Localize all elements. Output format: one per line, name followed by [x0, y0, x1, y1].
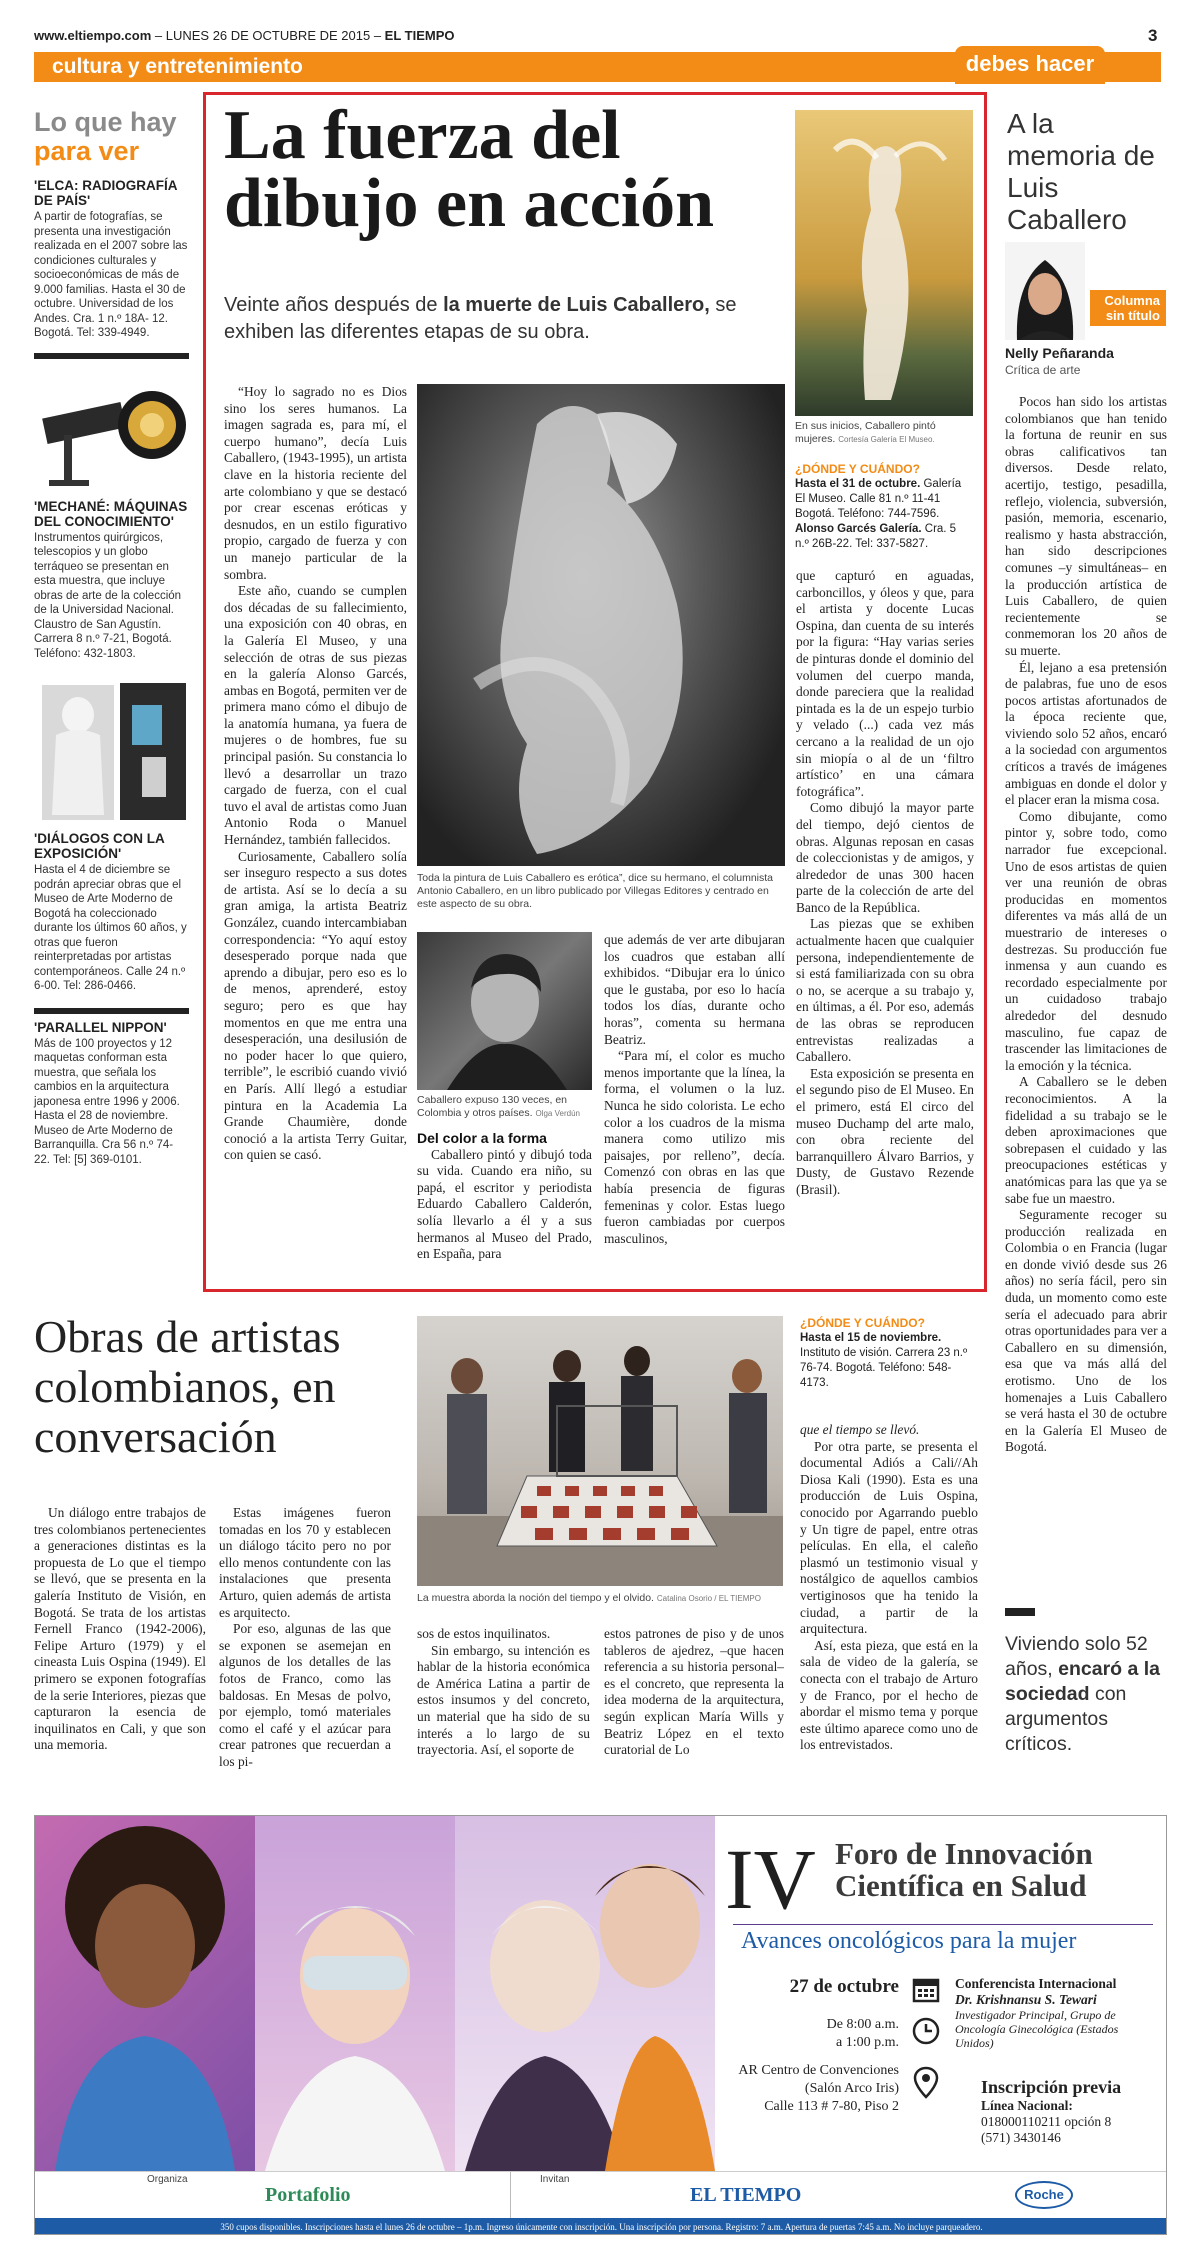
clock-icon — [911, 2016, 941, 2046]
portrait-photo — [417, 932, 592, 1090]
ad-photo-women-2 — [455, 1816, 715, 2171]
section-title: cultura y entretenimiento — [52, 55, 303, 78]
ad-footer: 350 cupos disponibles. Inscripciones hasta el lunes 26 de octubre – 1p.m. Ingreso únicamente con inscripción. Una inscripción por persona. Registro: 7 a.m. Apertura de puertas 7:45 a.m. No incluye parqueadero. — [35, 2218, 1167, 2235]
ad-banner[interactable] — [34, 1815, 1167, 2235]
ad-speaker — [955, 1976, 1155, 2050]
pullquote-bar — [1005, 1608, 1035, 1616]
drawing-caption: Toda la pintura de Luis Caballero es erótica”, dice su hermano, el columnista Antonio Caballero, en un libro publicado por Villegas Editores y centrado en este aspecto de su obra. — [417, 872, 774, 910]
sculpture-image — [34, 675, 189, 825]
pullquote-text: Viviendo solo 52 años, — [1005, 1633, 1148, 1680]
paragraph: Como dibujó la mayor parte del tiempo, dejó cientos de obras. Algunas reposan en casas de coleccionistas y de amigos, y alrededor de unas 300 hacen parte de la colección de arte del Banco de la República. — [796, 800, 974, 915]
ad-time-end: a 1:00 p.m. — [836, 2035, 899, 2050]
ad-speaker-role: Investigador Principal, Grupo de Oncología Ginecológica (Estados Unidos) — [955, 2008, 1119, 2050]
sidebar-item-text: Más de 100 proyectos y 12 maquetas conforman esta muestra, que señala los cambios en la arquitectura japonesa entre 1996 y 2006. Hasta el 28 de noviembre. Museo de Arte Moderno de Barranquilla. Cra 56 n.º 74-22. Tel: [5] 369-0101. — [34, 1037, 180, 1166]
info-1-bold: Hasta el 31 de octubre. — [795, 478, 921, 490]
ad-time-start: De 8:00 a.m. — [826, 2017, 899, 2032]
paragraph: que además de ver arte dibujaran los cuadros que estaban allí exhibidos. “Dibujar era lo único que le gustaba, por eso lo hacía todos los días, durante ocho horas”, comenta su hermana Beatriz. — [604, 932, 785, 1047]
column-badge: Columna sin título — [1090, 290, 1166, 326]
paragraph: Estas imágenes fueron tomadas en los 70 y establecen un diálogo tácito pero no por ello menos contundente con las instalaciones que presenta Arturo, quien además de artista es arquitecto. — [219, 1505, 391, 1620]
ad-title-line-1: Foro de Innovación — [835, 1836, 1093, 1871]
second-column-4 — [604, 1626, 784, 1806]
ad-sponsors — [35, 2171, 1167, 2218]
second-headline: Obras de artistas colombianos, en conversación — [34, 1311, 341, 1462]
telescope-image — [34, 365, 189, 493]
ad-organiza-label: Organiza — [147, 2174, 188, 2185]
logo-roche[interactable]: Roche — [1015, 2181, 1073, 2209]
page-number: 3 — [1148, 26, 1158, 45]
sidebar-item — [34, 831, 189, 994]
deck-bold: la muerte de Luis Caballero, — [443, 294, 710, 316]
issue-date: LUNES 26 DE OCTUBRE DE 2015 — [165, 28, 371, 43]
painting-caption-text: En sus inicios, Caballero pintó mujeres. — [795, 420, 936, 445]
paragraph: que el tiempo se llevó. — [800, 1422, 920, 1437]
sidebar-item — [34, 499, 189, 662]
tab-debes-hacer[interactable]: debes hacer — [955, 46, 1105, 84]
sidebar-item-title: 'MECHANÉ: MÁQUINAS DEL CONOCIMIENTO' — [34, 498, 188, 529]
ad-title-line-2: Científica en Salud — [835, 1868, 1087, 1903]
paragraph: que capturó en aguadas, carboncillos, y óleos y que, para el artista y docente Lucas Ospina, dan cuenta de su interés por la figura: “Hay varias series de pinturas donde el dominio del volumen del cuerpo manda, donde pareciera que la realidad pintada es la de un espejo turbio y velado (...) cada vez más cercano a la realidad de un ojo sin miopía o al de un ‘filtro artístico’ en una cámara fotográfica”. — [796, 568, 974, 799]
gallery-caption-text: La muestra aborda la noción del tiempo y el olvido. — [417, 1592, 654, 1604]
paragraph: Las piezas que se exhiben actualmente hacen que cualquier persona, independientemente de si está familiarizada con su obra o no, se acerque a su trabajo y, en últimas, a él. Por eso, además de las obras se reproducen entrevistas realizadas a Caballero. — [796, 916, 974, 1065]
gallery-credit: Catalina Osorio / EL TIEMPO — [656, 1594, 761, 1603]
sidebar-item-title: 'DIÁLOGOS CON LA EXPOSICIÓN' — [34, 831, 165, 861]
paragraph: estos patrones de piso y de unos tableros de ajedrez, –que hacen referencia a su historia personal– es el concreto, que representa la idea moderna de la arquitectura, según explican María Wills y Beatriz López en el texto curatorial de Lo — [604, 1626, 784, 1758]
logo-eltiempo[interactable]: EL TIEMPO — [690, 2184, 802, 2206]
ad-reg-phone-1: 018000110211 opción 8 — [981, 2114, 1112, 2129]
pullquote-bold: encaró a la sociedad — [1005, 1658, 1161, 1705]
paragraph: Así, esta pieza, que está en la sala de video de la galería, se conecta con el trabajo de Arturo y de Franco, por el hecho de abordar el mismo tema y porque este último aparece como uno de los entrevistados. — [800, 1637, 978, 1753]
deck — [224, 292, 784, 346]
gallery-photo — [417, 1316, 783, 1586]
opinion-body — [1005, 394, 1167, 1791]
drawing-photo — [417, 384, 785, 866]
second-info-box — [800, 1316, 980, 1391]
site-url: www.eltiempo.com — [34, 28, 152, 43]
sidebar-item-title: 'PARALLEL NIPPON' — [34, 1019, 167, 1035]
folio: www.eltiempo.com – LUNES 26 DE OCTUBRE DE 2015 – EL TIEMPO — [34, 28, 455, 43]
author-photo — [1005, 242, 1085, 340]
ad-subtitle: Avances oncológicos para la mujer — [741, 1928, 1077, 1954]
paragraph: Este año, cuando se cumplen dos décadas de su fallecimiento, una exposición con 40 obras, en la Galería El Museo, y una selección de otras de sus piezas en la galería Alonso Garcés, ambas en Bogotá, permiten ver de primera mano cómo el dibujo de la anatomía humana, ya fuera de mujeres o de hombres, fue su principal pasión. Su constancia lo llevó a desarrollar un trazo cargado de fuerza, con el cual tuvo el aval de artistas como Juan Antonio Roda o Manuel Hernández, también fallecidos. — [224, 583, 407, 848]
paragraph: “Hoy lo sagrado no es Dios sino los seres humanos. La imagen sagrada es, para mí, el cuerpo humano”, decía Luis Caballero, (1943-1995), un artista clave en la historia reciente del arte colombiano y que se destacó por crear escenas eróticas y desnudos, en un estilo figurativo propio, cargado de fuerza y con un manejo particular de la sombra. — [224, 384, 407, 582]
ad-place-3: Calle 113 # 7-80, Piso 2 — [764, 2099, 899, 2114]
ad-registration — [981, 2076, 1161, 2146]
paragraph: sos de estos inquilinatos. — [417, 1626, 551, 1641]
subhead: Del color a la forma — [417, 1130, 547, 1146]
sidebar-item — [34, 178, 189, 341]
paragraph: Seguramente recoger su producción realizada en Colombia o en Francia (lugar en donde vivió desde sus 26 años) no sería fácil, pero sin duda, un momento como este sería el adecuado para abrir otras oportunidades para ver a Caballero en su dimensión, esa que va más allá del erotismo. Uno de los homenajes a Luis Caballero se verá hasta el 30 de octubre en la Galería El Museo de Bogotá. — [1005, 1207, 1167, 1455]
main-column-4 — [796, 568, 974, 1286]
logo-portafolio[interactable]: Portafolio — [265, 2184, 351, 2206]
sidebar-item-text: A partir de fotografías, se presenta una investigación realizada en el 2007 sobre las condiciones culturales y socioeconómicas de más de 9.000 familias. Hasta el 30 de octubre. Universidad de los Andes. Cra. 1 n.º 18A- 12. Bogotá. Tel: 339-4949. — [34, 211, 188, 339]
ad-photo-woman-1 — [35, 1816, 255, 2171]
ad-speaker-name: Dr. Krishnansu S. Tewari — [955, 1992, 1097, 2007]
sidebar-item-text: Hasta el 4 de diciembre se podrán apreciar obras que el Museo de Arte Moderno de Bogotá ha coleccionado durante los últimos 60 años, y otras que fueron reinterpretadas por artistas contemporáneos. Calle 24 n.º 6-00. Tel: 286-0466. — [34, 864, 187, 992]
sidebar — [34, 108, 189, 1167]
calendar-icon — [911, 1974, 941, 2004]
paragraph: Un diálogo entre trabajos de tres colombianos pertenecientes a generaciones distintas es la propuesta de Lo que el tiempo se llevó, que se presenta en la galería Instituto de Visión, en Bogotá. Se trata de los artistas Fernell Franco (1942-2006), Felipe Arturo (1979) y el cineasta Luis Ospina (1949). El primero se exponen fotografías de la serie Interiores, piezas que capturaron la esencia de inquilinatos en Cali, y que son una memoria. — [34, 1505, 206, 1753]
paragraph: Pocos han sido los artistas colombianos que han tenido la fortuna de reunir en sus obras calificativos tan diversos. Desde relato, acertijo, testigo, pesadilla, reflejo, violencia, subversión, pasión, memoria, escenario, realismo y hasta abstracción, han sido descripciones comunes –y simultáneas– en la producción artística de Luis Caballero, de quien recientemente se conmemoran los 20 años de su muerte. — [1005, 394, 1167, 658]
ad-invitan-label: Invitan — [540, 2174, 570, 2185]
ad-place-1: AR Centro de Convenciones — [738, 2063, 899, 2078]
info-box — [795, 462, 973, 552]
painting-image — [795, 110, 973, 416]
painting-credit: Cortesía Galería El Museo. — [838, 435, 935, 444]
paragraph: A Caballero se le deben reconocimientos. A la fidelidad a su trabajo se le deben aproximaciones que sobrepasen el cuidado y las preocupaciones estéticas y anatómicas para las que ya se sabe fue un maestro. — [1005, 1074, 1167, 1206]
info-2-bold: Alonso Garcés Galería. — [795, 523, 922, 535]
deck-text-end: se exhiben las diferentes etapas de su obra. — [224, 294, 737, 343]
ad-place-2: (Salón Arco Iris) — [804, 2081, 899, 2096]
info-label: ¿DÓNDE Y CUÁNDO? — [795, 462, 920, 476]
deck-text: Veinte años después de — [224, 294, 444, 316]
paragraph: “Para mí, el color es mucho menos importante que la línea, la forma, el volumen o la luz. Nunca he sido colorista. Le echo color a los cuadros de la misma manera como utilizo mis paisajes, por relleno”, decía. Comenzó con obras en las que había presencia de figuras femeninas y color. Estas luego fueron cambiadas por cuerpos masculinos, — [604, 1048, 785, 1246]
main-column-1 — [224, 384, 407, 1286]
sidebar-item-title: 'ELCA: RADIOGRAFÍA DE PAÍS' — [34, 178, 177, 208]
second-column-5 — [800, 1422, 978, 1806]
sidebar-item — [34, 1020, 189, 1168]
ad-speaker-label: Conferencista Internacional — [955, 1976, 1117, 1991]
pullquote-text-end: con argumentos críticos. — [1005, 1683, 1127, 1755]
main-column-2 — [417, 1130, 592, 1286]
ad-place — [695, 2062, 899, 2116]
info-1-text: Galería El Museo. Calle 81 n.º 11-41 Bogotá. Teléfono: 744-7596. — [795, 478, 962, 520]
column-title: A la memoria de Luis Caballero — [1007, 108, 1155, 235]
ad-reg-phone-2: (571) 3430146 — [981, 2130, 1061, 2145]
paper-name: EL TIEMPO — [384, 28, 455, 43]
gallery-caption — [417, 1592, 783, 1605]
ad-title — [835, 1838, 1093, 1902]
location-pin-icon — [911, 2066, 941, 2100]
headline: La fuerza del dibujo en acción — [224, 97, 715, 242]
ad-rule — [733, 1924, 1153, 1925]
portrait-credit: Olga Verdún — [535, 1109, 580, 1118]
author-role: Crítica de arte — [1005, 363, 1081, 377]
sidebar-item-text: Instrumentos quirúrgicos, telescopios y un globo terráqueo se presentan en esta muestra, que incluye obras de arte de la colección de la Universidad Nacional. Claustro de San Agustín. Carrera 8 n.º 7-21, Bogotá. Teléfono: 432-1803. — [34, 531, 182, 660]
second-info-text: Instituto de visión. Carrera 23 n.º 76-74. Bogotá. Teléfono: 548-4173. — [800, 1347, 968, 1389]
main-column-3 — [604, 932, 785, 1286]
paragraph: Por otra parte, se presenta el documental Adiós a Cali//Ah Diosa Kali (1990). Esta es una producción de Luis Ospina, conocido por Agarrando pueblo y Un tigre de papel, entre otras películas. En ella, el caleño plasmó un testimonio visual y nostálgico de aquellos cambios vertiginosos que ha tenido la ciudad, a partir de la arquitectura. — [800, 1438, 978, 1637]
ad-date: 27 de octubre — [789, 1976, 899, 1997]
paragraph: Como dibujante, como pintor y, sobre todo, como narrador fue excepcional. Uno de esos artistas de quien ver una reunión de obras producidas en momentos diferentes va más allá de un muestrario de intereses o destrezas. Su producción fue inmensa y aun cuando es recordado especialmente por un cuidadoso trabajo alrededor del desnudo masculino, fue capaz de trascender las limitaciones de la emoción y la técnica. — [1005, 808, 1167, 1073]
paragraph: Sin embargo, su intención es hablar de la historia económica de América Latina a partir de estos insumos y del concreto, un material que ha sido de su interés a lo largo de su trayectoria. Así, el soporte de — [417, 1642, 590, 1758]
paragraph: Caballero pintó y dibujó toda su vida. Cuando era niño, su papá, el escritor y periodista Eduardo Caballero Calderón, solía llevarlo a él y a sus hermanos al Museo del Prado, en España, para — [417, 1146, 592, 1262]
ad-photo-scientist — [255, 1816, 455, 2171]
ad-time — [749, 2016, 899, 2052]
second-column-1 — [34, 1505, 206, 1805]
sidebar-title: Lo que hay — [34, 107, 177, 137]
ad-roman-numeral: IV — [725, 1831, 816, 1927]
portrait-caption-text: Caballero expuso 130 veces, en Colombia y otros países. — [417, 1094, 568, 1119]
painting-caption — [795, 420, 973, 446]
paragraph: Esta exposición se presenta en el segundo piso de El Museo. En el primero, está El circo del museo Duchamp del arte malo, con obra reciente del barranquillero Álvaro Barrios, y Dusty, de Gustavo Rezende (Brasil). — [796, 1065, 974, 1197]
second-info-bold: Hasta el 15 de noviembre. — [800, 1332, 942, 1344]
paragraph: Él, lejano a esa pretensión de palabras, fue uno de esos pocos artistas afortunados de la época reciente que, viviendo solo 52 años, encaró a la sociedad con argumentos críticos a través de imágenes ambiguas en donde el dolor y el placer eran la misma cosa. — [1005, 659, 1167, 808]
ad-reg-line: Línea Nacional: — [981, 2098, 1073, 2113]
info-2-text: Cra. 5 n.º 26B-22. Tel: 337-5827. — [795, 523, 957, 550]
second-info-label: ¿DÓNDE Y CUÁNDO? — [800, 1316, 925, 1330]
portrait-caption — [417, 1094, 592, 1120]
pullquote — [1005, 1632, 1167, 1757]
paragraph: Por eso, algunas de las que se exponen se asemejan en algunos de los detalles de las fotos de Franco, como las baldosas. En Mesas de polvo, por ejemplo, tomó materiales como el café y el azúcar para crear patrones que recuerdan a los pi- — [219, 1621, 391, 1769]
author-name: Nelly Peñaranda — [1005, 345, 1114, 361]
ad-reg-title: Inscripción previa — [981, 2077, 1122, 2097]
paragraph: Curiosamente, Caballero solía ser inseguro respecto a sus dotes de artista. Así se lo decía a su gran amiga, la artista Beatriz González, cuando intercambiaban correspondencia: “Yo aquí estoy desesperado porque nada que aprendo a dibujar, pero eso es lo de menos, aprenderé, estoy seguro; pero es que hay momentos en que me entra una desesperación, una desilusión de no poder hacer lo que quiero, terrible”, le escribió cuando vivió en París. Allí llegó a estudiar pintura en la Academia La Grande Chaumière, donde conoció a la artista Terry Guitar, con quien se casó. — [224, 848, 407, 1163]
second-column-3 — [417, 1626, 590, 1806]
sidebar-subtitle: para ver — [34, 136, 140, 166]
second-column-2 — [219, 1505, 391, 1805]
